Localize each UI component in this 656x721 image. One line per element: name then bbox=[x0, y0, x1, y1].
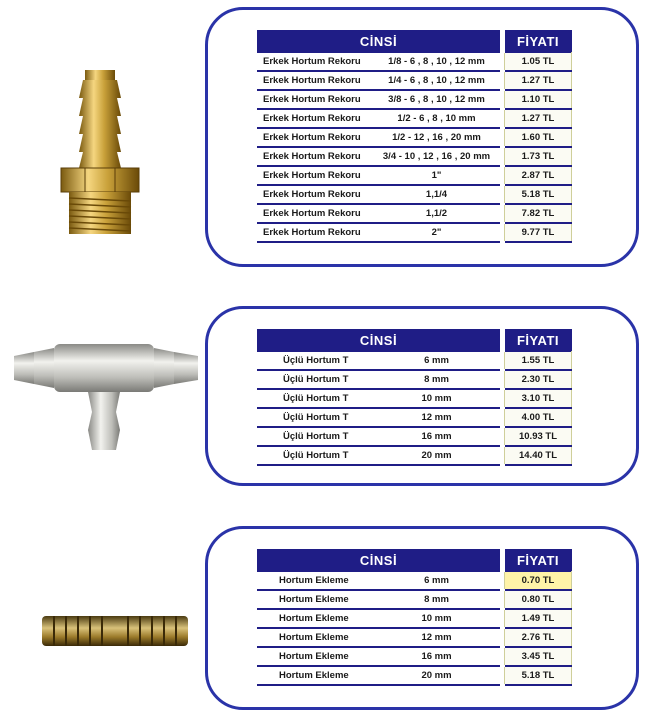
item-name: Erkek Hortum Rekoru bbox=[257, 128, 373, 147]
table-row bbox=[257, 352, 572, 371]
item-price: 0.70 TL bbox=[505, 572, 572, 591]
item-price: 5.18 TL bbox=[505, 666, 572, 685]
item-name: Üçlü Hortum T bbox=[257, 427, 373, 446]
table-row bbox=[257, 53, 572, 72]
item-price: 4.00 TL bbox=[505, 408, 572, 427]
table-row bbox=[257, 647, 572, 666]
table-row bbox=[257, 223, 572, 242]
header-type: CİNSİ bbox=[257, 329, 500, 352]
item-price: 5.18 TL bbox=[505, 185, 572, 204]
item-price: 1.55 TL bbox=[505, 352, 572, 371]
item-name: Erkek Hortum Rekoru bbox=[257, 71, 373, 90]
item-name: Erkek Hortum Rekoru bbox=[257, 90, 373, 109]
item-price: 0.80 TL bbox=[505, 590, 572, 609]
header-price: FİYATI bbox=[505, 549, 572, 572]
item-price: 1.10 TL bbox=[505, 90, 572, 109]
item-price: 2.30 TL bbox=[505, 370, 572, 389]
item-size: 8 mm bbox=[373, 370, 500, 389]
table-row bbox=[257, 204, 572, 223]
item-size: 10 mm bbox=[373, 609, 500, 628]
table-row bbox=[257, 370, 572, 389]
item-name: Hortum Ekleme bbox=[257, 628, 373, 647]
table-row bbox=[257, 446, 572, 465]
table-row bbox=[257, 609, 572, 628]
item-size: 3/8 - 6 , 8 , 10 , 12 mm bbox=[373, 90, 500, 109]
item-size: 20 mm bbox=[373, 446, 500, 465]
item-price: 3.45 TL bbox=[505, 647, 572, 666]
table-row bbox=[257, 71, 572, 90]
price-panel-erkek-rekor bbox=[205, 7, 639, 267]
price-panel-hortum-ekleme bbox=[205, 526, 639, 710]
item-price: 1.49 TL bbox=[505, 609, 572, 628]
table-row bbox=[257, 185, 572, 204]
item-size: 1/2 - 12 , 16 , 20 mm bbox=[373, 128, 500, 147]
header-price: FİYATI bbox=[505, 329, 572, 352]
item-name: Üçlü Hortum T bbox=[257, 370, 373, 389]
item-name: Erkek Hortum Rekoru bbox=[257, 185, 373, 204]
item-size: 6 mm bbox=[373, 352, 500, 371]
table-row bbox=[257, 147, 572, 166]
brass-hose-fitting-image bbox=[55, 68, 145, 238]
item-size: 12 mm bbox=[373, 628, 500, 647]
price-table bbox=[257, 329, 572, 466]
item-size: 20 mm bbox=[373, 666, 500, 685]
item-price: 2.87 TL bbox=[505, 166, 572, 185]
item-size: 1" bbox=[373, 166, 500, 185]
header-price: FİYATI bbox=[505, 30, 572, 53]
item-price: 9.77 TL bbox=[505, 223, 572, 242]
price-table bbox=[257, 549, 572, 686]
item-name: Üçlü Hortum T bbox=[257, 352, 373, 371]
item-price: 14.40 TL bbox=[505, 446, 572, 465]
item-name: Üçlü Hortum T bbox=[257, 408, 373, 427]
tee-hose-fitting-image bbox=[12, 334, 202, 454]
item-price: 7.82 TL bbox=[505, 204, 572, 223]
item-size: 1/2 - 6 , 8 , 10 mm bbox=[373, 109, 500, 128]
item-size: 1/8 - 6 , 8 , 10 , 12 mm bbox=[373, 53, 500, 72]
table-row bbox=[257, 128, 572, 147]
item-size: 1,1/4 bbox=[373, 185, 500, 204]
table-row bbox=[257, 666, 572, 685]
item-price: 1.27 TL bbox=[505, 109, 572, 128]
item-name: Hortum Ekleme bbox=[257, 609, 373, 628]
item-name: Erkek Hortum Rekoru bbox=[257, 109, 373, 128]
header-type: CİNSİ bbox=[257, 30, 500, 53]
item-size: 2" bbox=[373, 223, 500, 242]
table-row bbox=[257, 90, 572, 109]
item-price: 10.93 TL bbox=[505, 427, 572, 446]
table-row bbox=[257, 590, 572, 609]
item-price: 2.76 TL bbox=[505, 628, 572, 647]
item-name: Hortum Ekleme bbox=[257, 666, 373, 685]
item-size: 6 mm bbox=[373, 572, 500, 591]
table-row bbox=[257, 427, 572, 446]
item-size: 8 mm bbox=[373, 590, 500, 609]
item-name: Erkek Hortum Rekoru bbox=[257, 204, 373, 223]
item-name: Hortum Ekleme bbox=[257, 647, 373, 666]
item-price: 1.60 TL bbox=[505, 128, 572, 147]
price-table bbox=[257, 30, 572, 243]
item-name: Hortum Ekleme bbox=[257, 572, 373, 591]
item-name: Üçlü Hortum T bbox=[257, 389, 373, 408]
item-price: 1.05 TL bbox=[505, 53, 572, 72]
item-size: 1/4 - 6 , 8 , 10 , 12 mm bbox=[373, 71, 500, 90]
item-size: 16 mm bbox=[373, 427, 500, 446]
item-size: 16 mm bbox=[373, 647, 500, 666]
item-name: Erkek Hortum Rekoru bbox=[257, 166, 373, 185]
hose-joiner-image bbox=[40, 610, 190, 652]
item-name: Üçlü Hortum T bbox=[257, 446, 373, 465]
table-row bbox=[257, 109, 572, 128]
item-name: Erkek Hortum Rekoru bbox=[257, 53, 373, 72]
item-size: 10 mm bbox=[373, 389, 500, 408]
table-row bbox=[257, 166, 572, 185]
price-panel-uclu-t bbox=[205, 306, 639, 486]
table-row bbox=[257, 572, 572, 591]
item-size: 1,1/2 bbox=[373, 204, 500, 223]
item-name: Erkek Hortum Rekoru bbox=[257, 223, 373, 242]
header-type: CİNSİ bbox=[257, 549, 500, 572]
item-price: 3.10 TL bbox=[505, 389, 572, 408]
table-row bbox=[257, 628, 572, 647]
item-name: Erkek Hortum Rekoru bbox=[257, 147, 373, 166]
table-row bbox=[257, 408, 572, 427]
item-price: 1.73 TL bbox=[505, 147, 572, 166]
item-size: 12 mm bbox=[373, 408, 500, 427]
table-row bbox=[257, 389, 572, 408]
item-name: Hortum Ekleme bbox=[257, 590, 373, 609]
item-size: 3/4 - 10 , 12 , 16 , 20 mm bbox=[373, 147, 500, 166]
item-price: 1.27 TL bbox=[505, 71, 572, 90]
